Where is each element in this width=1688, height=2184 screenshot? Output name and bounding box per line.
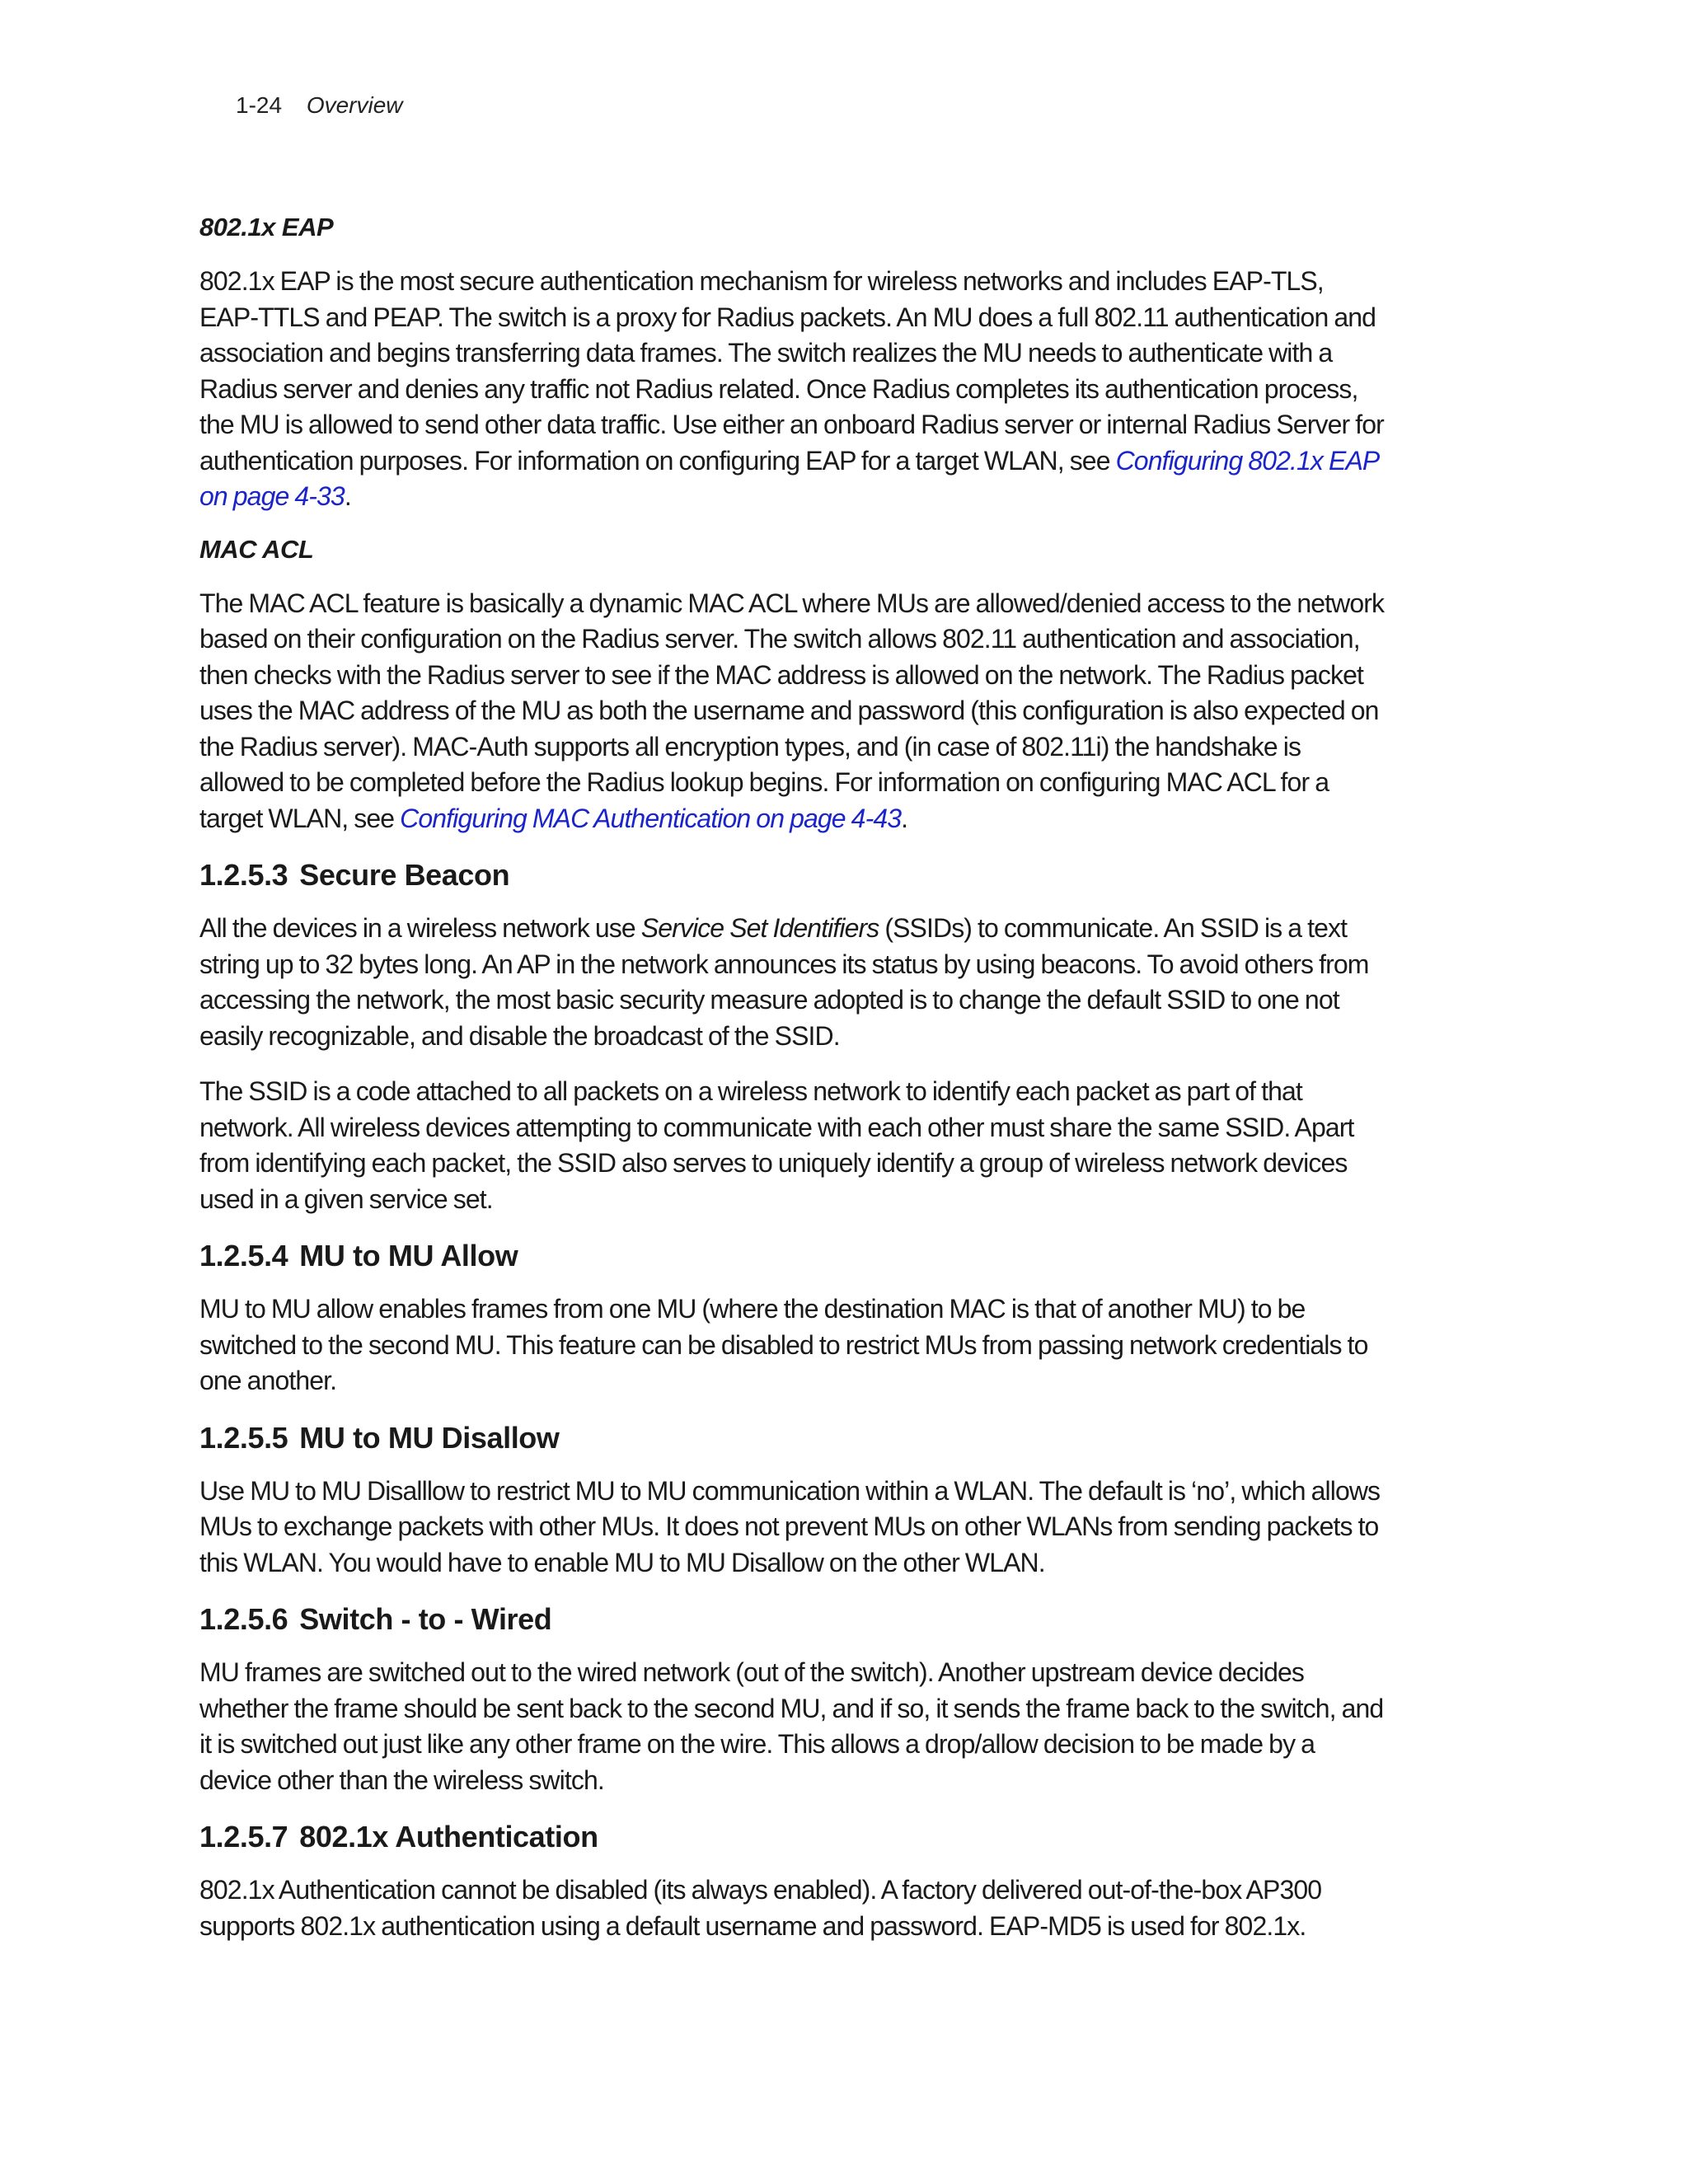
link-configuring-eap[interactable]: Configuring 802.1x EAP on page 4-33: [199, 445, 1379, 511]
paragraph-mu-disallow: Use MU to MU Disalllow to restrict MU to MU communication within a WLAN. The default is ‘no’, which allows MUs to exchange packets with other MUs. It does not prevent MUs on other WLANs from sending packets to this WLAN. You would have to enable MU to MU Disallow on the other WLAN.: [199, 1475, 1381, 1577]
sb-text-2: (SSIDs) to communicate. An SSID is a text string up to 32 bytes long. An AP in the network announces its status by using beacons. To avoid others from accessing the network, the most basic security measure adopted is to change the default SSID to one not easily recognizable, and disable the broadcast of the SSID.: [199, 913, 1369, 1051]
paragraph-mu-allow: MU to MU allow enables frames from one MU (where the destination MAC is that of another MU) to be switched to the second MU. This feature can be disabled to restrict MUs from passing network credentials to one another.: [199, 1294, 1368, 1395]
paragraph-switch-wired: MU frames are switched out to the wired network (out of the switch). Another upstream device decides whether the frame should be sent back to the second MU, and if so, it sends the frame back to the switch, and it is switched out just like any other frame on the wire. This allows a drop/allow decision to be made by a device other than the wireless switch.: [199, 1657, 1384, 1795]
subheading-mac-acl: MAC ACL: [199, 534, 314, 564]
paragraph-mac-acl: [199, 586, 1386, 837]
subheading-eap: 802.1x EAP: [199, 213, 334, 241]
paragraph-secure-beacon-2: The SSID is a code attached to all packets on a wireless network to identify each packet as part of that network. All wireless devices attempting to communicate with each other must share the same SSID. Apart from identifying each packet, the SSID also serves to uniquely identify a group of wireless network devices used in a given service set.: [199, 1076, 1354, 1214]
chapter-title: Overview: [306, 92, 403, 118]
section-number: 1.2.5.5: [199, 1420, 288, 1455]
eap-end: .: [344, 481, 351, 511]
section-title: Secure Beacon: [299, 858, 510, 892]
term-ssid: Service Set Identifiers: [640, 913, 879, 943]
paragraph-eap: [199, 264, 1386, 515]
eap-text: 802.1x EAP is the most secure authentication mechanism for wireless networks and includes EAP-TLS, EAP-TTLS and PEAP. The switch is a proxy for Radius packets. An MU does a full 802.11 authentication and association and begins transferring data frames. The switch realizes the MU needs to authenticate with a Radius server and denies any traffic not Radius related. Once Radius completes its authentication process, the MU is allowed to send other data traffic. Use either an onboard Radius server or internal Radius Server for authentication purposes. For information on configuring EAP for a target WLAN, see: [199, 266, 1384, 476]
page-content: [199, 213, 1386, 1964]
section-title: MU to MU Disallow: [299, 1420, 560, 1455]
section-title: MU to MU Allow: [299, 1239, 518, 1272]
paragraph-secure-beacon-1: [199, 911, 1386, 1054]
section-title: Switch - to - Wired: [299, 1602, 552, 1636]
section-title: 802.1x Authentication: [299, 1820, 598, 1854]
section-number: 1.2.5.6: [199, 1602, 288, 1636]
link-configuring-mac-auth[interactable]: Configuring MAC Authentication on page 4-43: [400, 803, 902, 833]
section-number: 1.2.5.4: [199, 1239, 288, 1272]
section-number: 1.2.5.7: [199, 1820, 288, 1854]
mac-acl-end: .: [901, 803, 908, 833]
heading-switch-wired: [199, 1602, 1386, 1637]
sb-text-1: All the devices in a wireless network use: [199, 913, 641, 943]
heading-mu-disallow: [199, 1421, 1386, 1455]
page-header: [236, 92, 403, 119]
mac-acl-text: The MAC ACL feature is basically a dynamic MAC ACL where MUs are allowed/denied access to the network based on their configuration on the Radius server. The switch allows 802.11 authentication and association, then checks with the Radius server to see if the MAC address is allowed on the network. The Radius packet uses the MAC address of the MU as both the username and password (this configuration is also expected on the Radius server). MAC-Auth supports all encryption types, and (in case of 802.11i) the handshake is allowed to be completed before the Radius lookup begins. For information on configuring MAC ACL for a target WLAN, see: [199, 588, 1385, 833]
paragraph-8021x-auth: 802.1x Authentication cannot be disabled (its always enabled). A factory delivered out-of-the-box AP300 supports 802.1x authentication using a default username and password. EAP-MD5 is used for 802.1x.: [199, 1875, 1322, 1941]
heading-mu-allow: [199, 1239, 1386, 1273]
heading-8021x-auth: [199, 1820, 1386, 1854]
section-number: 1.2.5.3: [199, 858, 288, 892]
page-number: 1-24: [236, 92, 283, 118]
heading-secure-beacon: [199, 858, 1386, 893]
